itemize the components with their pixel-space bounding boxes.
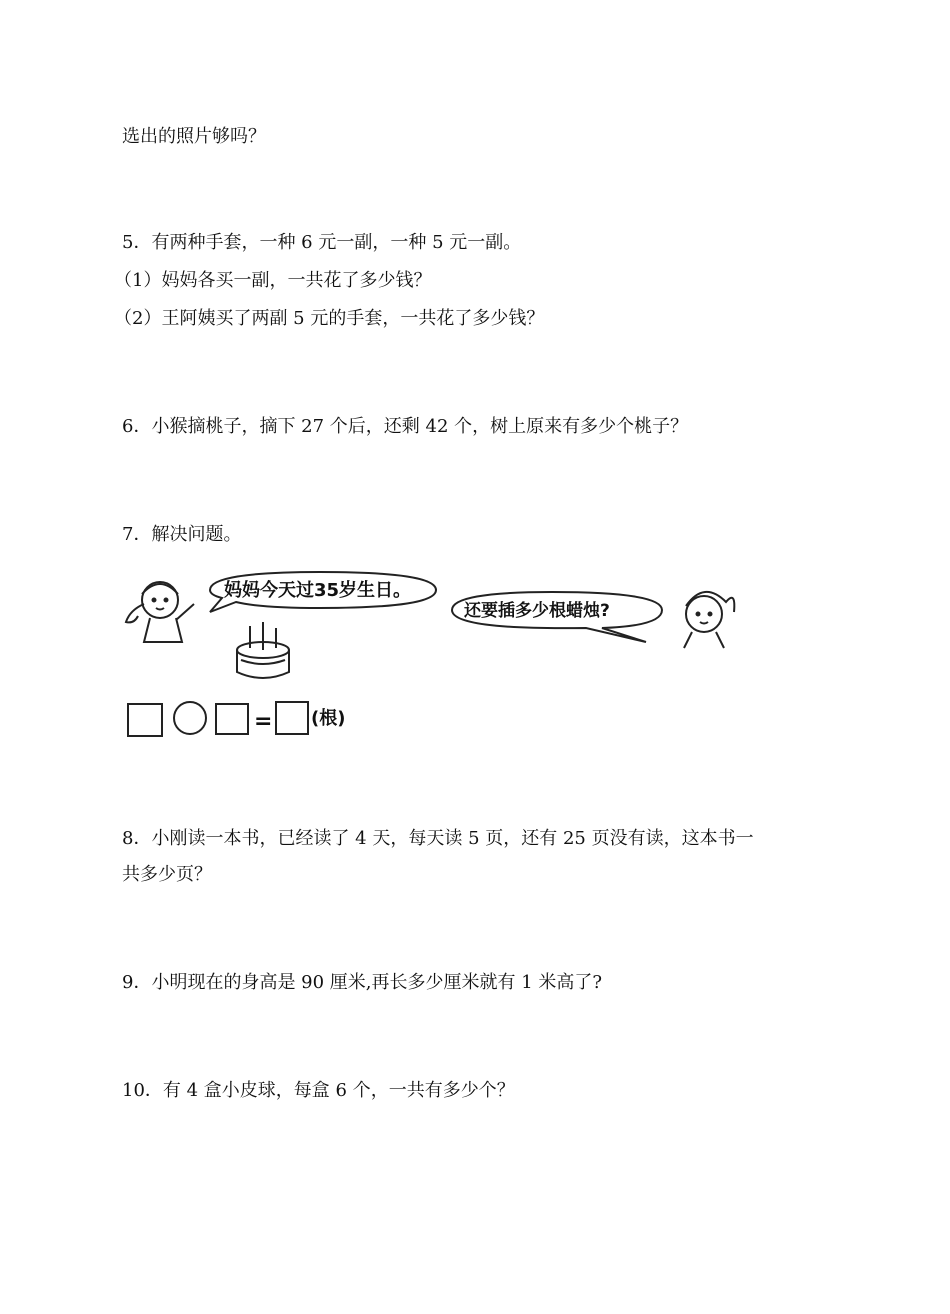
q5-part2: （2）王阿姨买了两副 5 元的手套，一共花了多少钱？ — [114, 308, 545, 329]
equation-boxes — [128, 702, 308, 736]
cake-icon — [237, 622, 289, 678]
q7-illustration — [118, 560, 758, 750]
line-photo-question: 选出的照片够吗？ — [122, 126, 266, 147]
blank-box-answer — [276, 702, 308, 734]
q5-title: 5．有两种手套，一种 6 元一副，一种 5 元一副。 — [122, 232, 522, 253]
equation-equals: = — [254, 709, 273, 734]
bubble-right-text: 还要插多少根蜡烛? — [464, 601, 610, 621]
blank-box-1 — [128, 704, 162, 736]
q9-title: 9．小明现在的身高是 90 厘米,再长多少厘米就有 1 米高了? — [122, 972, 603, 993]
q6-title: 6．小猴摘桃子，摘下 27 个后，还剩 42 个，树上原来有多少个桃子？ — [122, 416, 689, 437]
q5-part1: （1）妈妈各买一副，一共花了多少钱？ — [114, 270, 432, 291]
bubble-left-text: 妈妈今天过35岁生日。 — [224, 580, 412, 601]
equation-unit: (根) — [311, 708, 346, 729]
q10-title: 10．有 4 盒小皮球，每盒 6 个，一共有多少个？ — [122, 1080, 515, 1101]
q8-line1: 8．小刚读一本书，已经读了 4 天，每天读 5 页，还有 25 页没有读，这本书一 — [122, 828, 754, 849]
q8-line2: 共多少页？ — [122, 864, 212, 885]
q7-title: 7．解决问题。 — [122, 524, 242, 545]
girl-left-icon — [126, 582, 194, 642]
girl-right-icon — [684, 592, 734, 648]
operator-circle — [174, 702, 206, 734]
blank-box-2 — [216, 704, 248, 734]
